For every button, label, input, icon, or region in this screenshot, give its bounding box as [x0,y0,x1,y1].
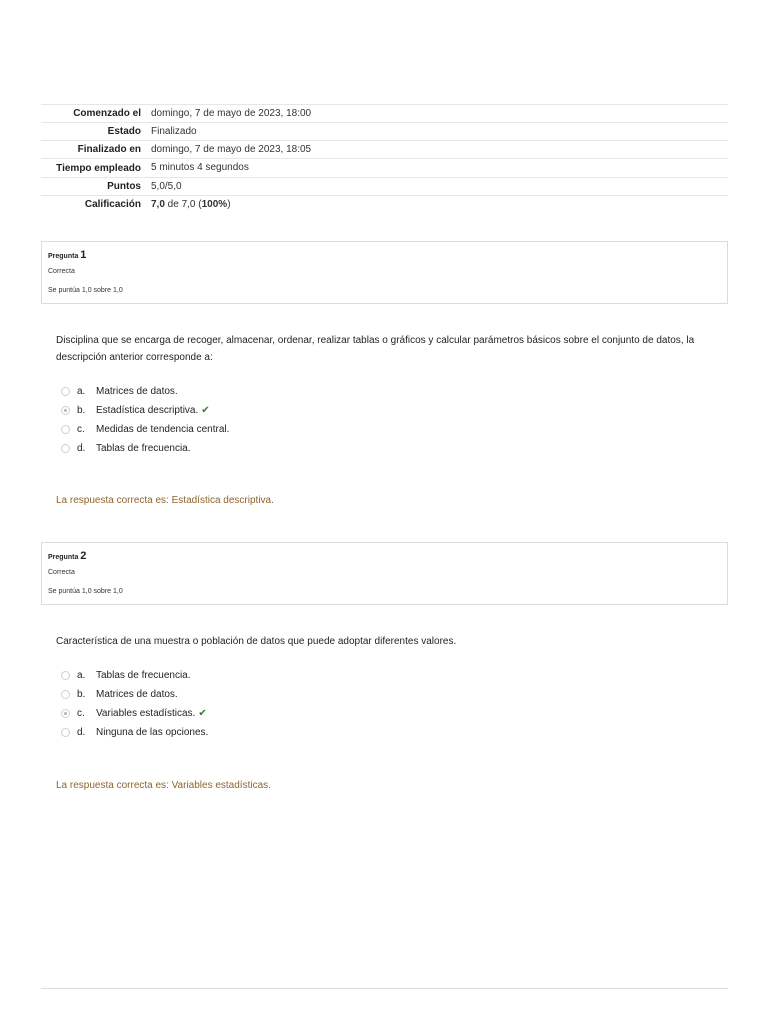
grade-percent: 100% [201,199,228,210]
grade-end: ) [227,199,231,210]
summary-value: 5,0/5,0 [141,178,728,196]
summary-row-state [41,123,728,141]
answer-option[interactable] [61,704,461,723]
summary-row-points [41,178,728,196]
correct-answer-feedback: La respuesta correcta es: Estadística descriptiva. [56,495,274,506]
radio-button[interactable] [61,406,70,415]
answer-letter: d. [77,727,86,738]
radio-button[interactable] [61,444,70,453]
question-text: Disciplina que se encarga de recoger, almacenar, ordenar, realizar tablas o gráficos y calcular parámetros básicos sobre el conjunto de datos, la descripción anterior corresponde a: [56,335,695,363]
summary-label: Comenzado el [41,105,141,123]
answer-text: Tablas de frecuencia. [96,670,191,681]
question-label: Pregunta [48,554,79,561]
summary-label: Finalizado en [41,141,141,159]
answer-text: Matrices de datos. [96,689,178,700]
radio-button[interactable] [61,709,70,718]
answer-option[interactable] [61,723,461,742]
answer-letter: c. [77,424,85,435]
summary-label: Calificación [41,196,141,214]
answer-option[interactable] [61,382,461,401]
answer-text: Medidas de tendencia central. [96,424,230,435]
summary-value: domingo, 7 de mayo de 2023, 18:05 [141,141,728,159]
summary-label: Estado [41,123,141,141]
answer-letter: c. [77,708,85,719]
answer-letter: d. [77,443,86,454]
grade-value: 7,0 [151,199,165,210]
answer-option[interactable] [61,685,461,704]
answer-text: Matrices de datos. [96,386,178,397]
answer-option[interactable] [61,666,461,685]
page-divider [41,988,728,989]
correct-answer-feedback: La respuesta correcta es: Variables estadísticas. [56,780,271,791]
summary-value: domingo, 7 de mayo de 2023, 18:00 [141,105,728,123]
question-number [48,249,86,261]
radio-button[interactable] [61,690,70,699]
summary-label: Puntos [41,178,141,196]
answer-option[interactable] [61,401,461,420]
answer-text: Tablas de frecuencia. [96,443,191,454]
question-number-value: 1 [80,249,87,261]
summary-row-grade [41,196,728,214]
check-icon: ✔ [201,405,210,416]
summary-value [141,196,728,214]
question-text: Característica de una muestra o población de datos que puede adoptar diferentes valores. [56,636,457,647]
grade-mid: de 7,0 ( [164,199,202,210]
question-grade: Se puntúa 1,0 sobre 1,0 [48,287,123,294]
answer-list [61,666,461,742]
question-info-box [41,542,728,605]
answer-text: Ninguna de las opciones. [96,727,209,738]
question-grade: Se puntúa 1,0 sobre 1,0 [48,588,123,595]
answer-letter: b. [77,689,86,700]
radio-button[interactable] [61,671,70,680]
answer-letter: a. [77,386,86,397]
radio-button[interactable] [61,425,70,434]
question-state: Correcta [48,569,75,576]
answer-option[interactable] [61,439,461,458]
question-label: Pregunta [48,253,79,260]
summary-value: Finalizado [141,123,728,141]
question-state: Correcta [48,268,75,275]
radio-button[interactable] [61,387,70,396]
answer-list [61,382,461,458]
summary-row-finished [41,141,728,159]
answer-letter: b. [77,405,86,416]
answer-letter: a. [77,670,86,681]
summary-row-time [41,159,728,178]
summary-row-started [41,105,728,123]
answer-option[interactable] [61,420,461,439]
answer-text: Estadística descriptiva. [96,405,199,416]
radio-button[interactable] [61,728,70,737]
summary-value: 5 minutos 4 segundos [141,159,728,178]
answer-text: Variables estadísticas. [96,708,196,719]
question-info-box [41,241,728,304]
check-icon: ✔ [198,708,207,719]
summary-label: Tiempo empleado [41,159,141,178]
question-number-value: 2 [80,550,87,562]
attempt-summary-table [41,104,728,213]
question-number [48,550,86,562]
